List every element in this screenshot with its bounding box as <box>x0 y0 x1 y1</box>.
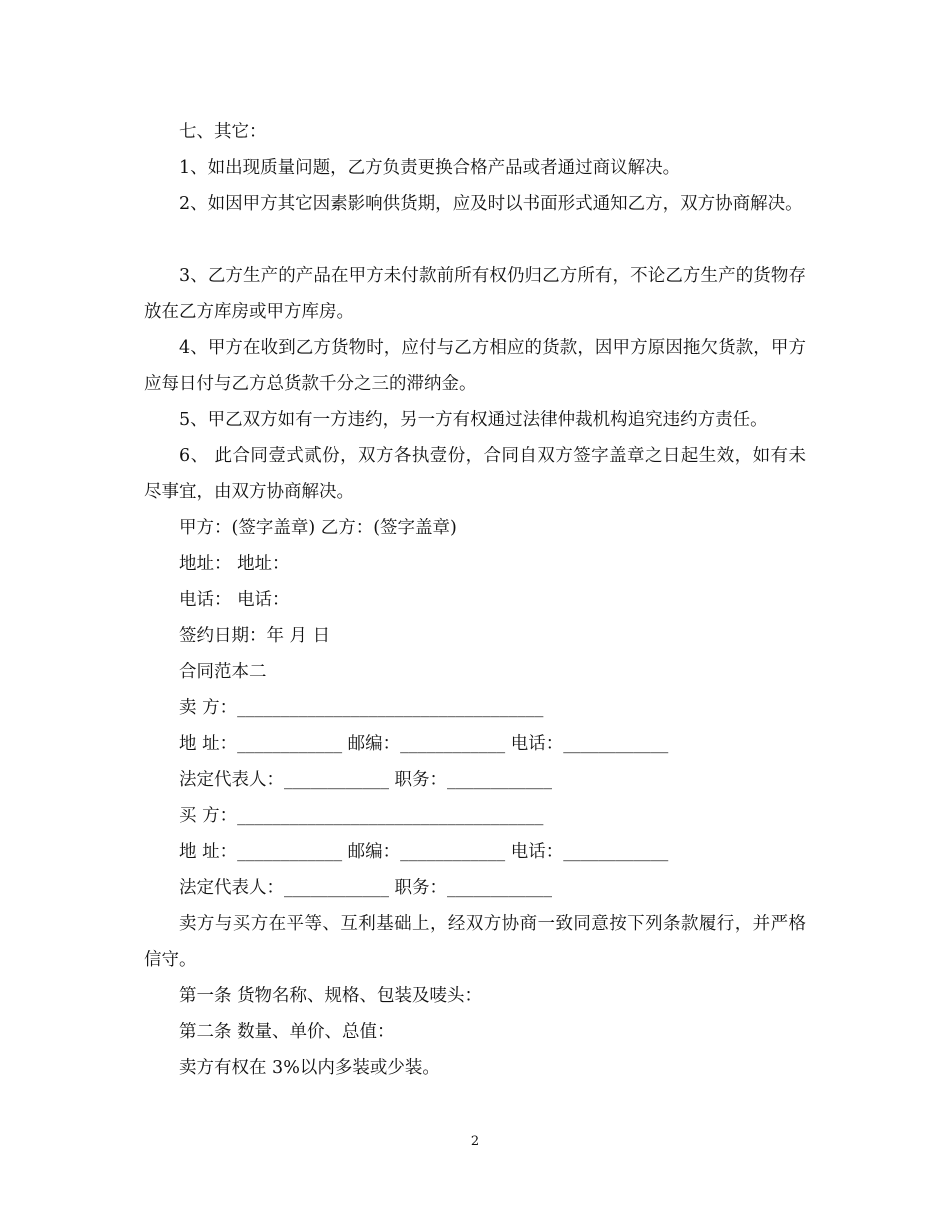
clause-2: 2、如因甲方其它因素影响供货期，应及时以书面形式通知乙方，双方协商解决。 <box>179 194 803 214</box>
phone-line: 电话： 电话： <box>179 590 290 610</box>
article-2-heading: 第二条 数量、单价、总值： <box>179 1022 395 1042</box>
section-heading-other: 七、其它： <box>179 122 267 142</box>
address-line: 地址： 地址： <box>179 554 290 574</box>
buyer-representative-line: 法定代表人：____________ 职务：____________ <box>179 878 553 898</box>
signing-date-line: 签约日期：年 月 日 <box>179 626 331 646</box>
clause-3: 3、乙方生产的产品在甲方未付款前所有权仍归乙方所有，不论乙方生产的货物存放在乙方库房或甲方库房。 <box>144 266 806 322</box>
contract-template-two-title: 合同范本二 <box>179 662 267 682</box>
article-1-heading: 第一条 货物名称、规格、包装及唛头： <box>179 986 483 1006</box>
signature-line: 甲方：(签字盖章) 乙方：(签字盖章) <box>179 518 457 538</box>
clause-5: 5、甲乙双方如有一方违约，另一方有权通过法律仲裁机构追究违约方责任。 <box>179 410 768 430</box>
clause-1: 1、如出现质量问题，乙方负责更换合格产品或者通过商议解决。 <box>179 158 681 178</box>
quantity-tolerance-line: 卖方有权在 3%以内多装或少装。 <box>179 1058 440 1078</box>
buyer-line: 买 方：___________________________________ <box>179 806 544 826</box>
preamble-paragraph: 卖方与买方在平等、互利基础上，经双方协商一致同意按下列条款履行，并严格信守。 <box>144 914 806 970</box>
seller-address-line: 地 址：____________ 邮编：____________ 电话：____________ <box>179 734 669 754</box>
page-number: 2 <box>470 1134 480 1149</box>
clause-4: 4、甲方在收到乙方货物时，应付与乙方相应的货款，因甲方原因拖欠货款，甲方应每日付与乙方总货款千分之三的滞纳金。 <box>144 338 806 394</box>
buyer-address-line: 地 址：____________ 邮编：____________ 电话：____________ <box>179 842 669 862</box>
clause-6: 6、 此合同壹式贰份，双方各执壹份，合同自双方签字盖章之日起生效，如有未尽事宜，由双方协商解决。 <box>144 446 806 502</box>
seller-representative-line: 法定代表人：____________ 职务：____________ <box>179 770 553 790</box>
seller-line: 卖 方：___________________________________ <box>179 698 544 718</box>
